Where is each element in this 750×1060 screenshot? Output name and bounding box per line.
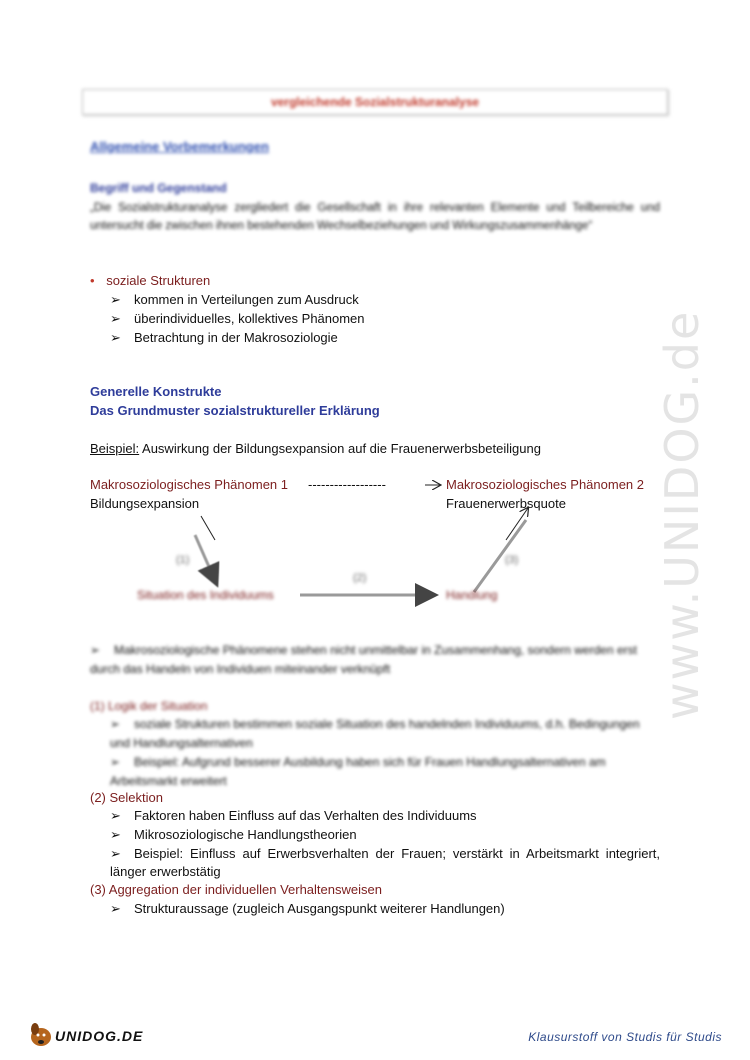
- macro-phenomenon-1: Makrosoziologisches Phänomen 1: [90, 477, 288, 492]
- section-heading: Allgemeine Vorbemerkungen: [90, 139, 269, 154]
- list-item: ➢ Mikrosoziologische Handlungstheorien: [110, 827, 357, 842]
- arrow-bullet-icon: ➢: [110, 901, 121, 916]
- list-item: ➢ Beispiel: Einfluss auf Erwerbsverhalten der Frauen; verstärkt in Arbeitsmarkt integriert, länger erwerbstätig: [110, 846, 660, 879]
- example-text: Auswirkung der Bildungsexpansion auf die Frauenerwerbsbeteiligung: [139, 441, 541, 456]
- list-item: ➢ soziale Strukturen bestimmen soziale Situation des handelnden Individuums, d.h. Bedingungen und Handlungsalternativen: [110, 717, 640, 750]
- bullet-dot-icon: •: [90, 273, 95, 288]
- arrow-label-2: (2): [353, 572, 367, 584]
- arrow-bullet-icon: ➢: [110, 330, 121, 345]
- selection-heading: (2) Selektion: [90, 790, 163, 805]
- arrow-1-upper: [201, 516, 215, 540]
- subheading-konstrukte: Generelle Konstrukte: [90, 384, 222, 399]
- list-item: ➢ Faktoren haben Einfluss auf das Verhalten des Individuums: [110, 808, 477, 823]
- arrow-bullet-icon: ➢: [110, 292, 121, 307]
- macro-phenomenon-1-sub: Bildungsexpansion: [90, 496, 200, 511]
- bullet-label: soziale Strukturen: [106, 273, 211, 288]
- arrow-bullet-icon: ➢: [110, 846, 121, 861]
- logo-text: UNIDOG.DE: [55, 1028, 144, 1044]
- logic-heading: (1) Logik der Situation: [90, 699, 208, 713]
- action-node: Handlung: [446, 588, 498, 602]
- arrow-label-3: (3): [505, 554, 519, 566]
- list-item: ➢ kommen in Verteilungen zum Ausdruck: [110, 292, 359, 307]
- dashed-connector: ------------------: [308, 477, 386, 492]
- arrow-bullet-icon: ➢: [110, 827, 121, 842]
- list-item: ➢ Betrachtung in der Makrosoziologie: [110, 330, 338, 345]
- subheading-grundmuster: Das Grundmuster sozialstruktureller Erklärung: [90, 403, 380, 418]
- aggregation-heading: (3) Aggregation der individuellen Verhaltensweisen: [90, 882, 382, 897]
- list-item: ➢ Beispiel: Aufgrund besserer Ausbildung haben sich für Frauen Handlungsalternativen am Arbeitsmarkt erweitert: [110, 755, 606, 788]
- definition-quote: „Die Sozialstrukturanalyse zergliedert die Gesellschaft in ihre relevanten Elemente und Teilbereiche und untersucht die zwischen ihnen bestehenden Wechselbeziehungen und Wirkungszusammenhänge“: [90, 202, 660, 232]
- subheading-begriff: Begriff und Gegenstand: [90, 181, 227, 195]
- arrow-bullet-icon: ➢: [110, 755, 121, 769]
- arrow-bullet-icon: ➢: [110, 808, 121, 823]
- arrow-label-1: (1): [176, 554, 190, 566]
- macro-phenomenon-2-sub: Frauenerwerbsquote: [446, 496, 566, 511]
- arrow-bullet-icon: ➢: [110, 717, 121, 731]
- document-title: vergleichende Sozialstrukturanalyse: [82, 89, 668, 115]
- list-item: ➢ überindividuelles, kollektives Phänomen: [110, 311, 365, 326]
- arrow-1: [195, 535, 217, 585]
- watermark: www.UNIDOG.de: [655, 309, 709, 720]
- note-paragraph: ➢ Makrosoziologische Phänomene stehen nicht unmittelbar in Zusammenhang, sondern werden erst durch das Handeln von Individuen miteinander verknüpft: [90, 643, 637, 676]
- list-item: ➢ Strukturaussage (zugleich Ausgangspunkt weiterer Handlungen): [110, 901, 505, 916]
- arrow-bullet-icon: ➢: [110, 311, 121, 326]
- macro-phenomenon-2: Makrosoziologisches Phänomen 2: [446, 477, 644, 492]
- footer-tagline: Klausurstoff von Studis für Studis: [528, 1030, 722, 1044]
- example-prefix: Beispiel:: [90, 441, 140, 456]
- arrow-bullet-icon: ➢: [90, 643, 101, 657]
- situation-node: Situation des Individuums: [137, 588, 274, 602]
